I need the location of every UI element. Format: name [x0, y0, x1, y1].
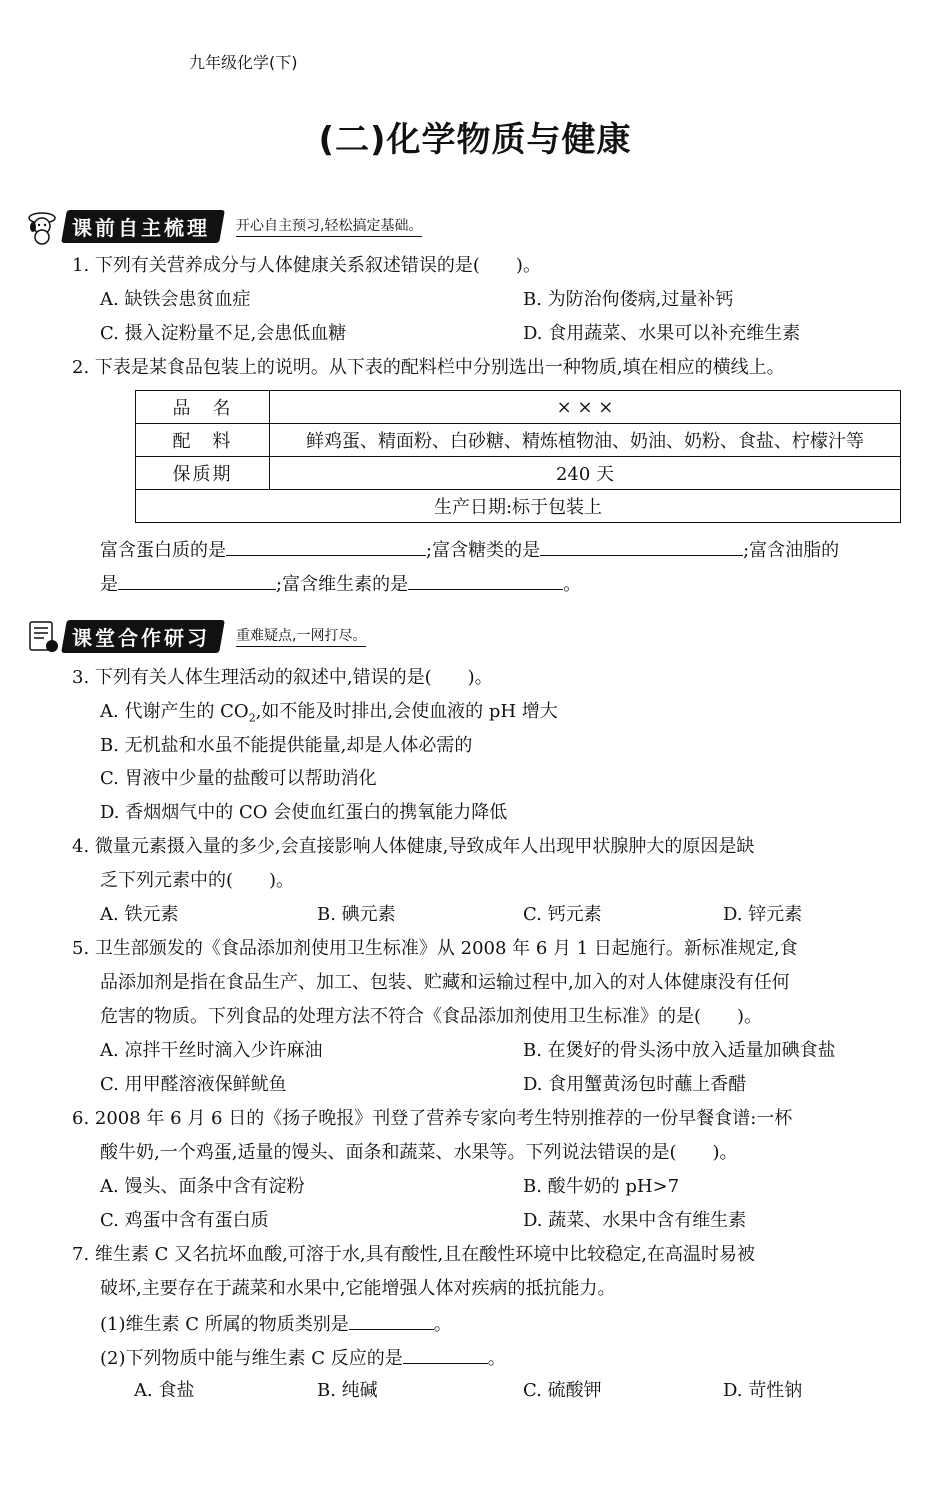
mascot-dog-icon: [22, 206, 62, 246]
section-subtitle: 开心自主预习,轻松搞定基础。: [236, 215, 422, 237]
book-header: 九年级化学(下): [189, 53, 298, 72]
question-4-option-d: D. 锌元素: [723, 904, 803, 925]
section-subtitle: 重难疑点,一网打尽。: [236, 625, 366, 647]
question-5-option-a: A. 凉拌干丝时滴入少许麻油: [100, 1040, 323, 1061]
table-cell: 鲜鸡蛋、精面粉、白砂糖、精炼植物油、奶油、奶粉、食盐、柠檬汁等: [270, 424, 901, 457]
question-2-fill-line-2: [100, 571, 581, 597]
page-title: (二)化学物质与健康: [318, 120, 632, 160]
question-5-option-b: B. 在煲好的骨头汤中放入适量加碘食盐: [523, 1040, 836, 1061]
question-2-fill-line-1: [100, 537, 839, 563]
mascot-reading-icon: [22, 616, 62, 656]
table-row: [136, 391, 901, 424]
table-cell: 生产日期:标于包装上: [136, 490, 901, 523]
question-1-stem: 1. 下列有关营养成分与人体健康关系叙述错误的是( )。: [72, 255, 541, 276]
table-cell: 配 料: [136, 424, 270, 457]
part-end: 。: [487, 1348, 506, 1369]
question-4-option-a: A. 铁元素: [100, 904, 179, 925]
question-5-stem-line-3: 危害的物质。下列食品的处理方法不符合《食品添加剂使用卫生标准》的是( )。: [100, 1006, 763, 1027]
question-7-option-d: D. 苛性钠: [723, 1380, 803, 1401]
table-cell: 保质期: [136, 457, 270, 490]
question-5-option-c: C. 用甲醛溶液保鲜鱿鱼: [100, 1074, 287, 1095]
question-7-stem-line-1: 7. 维生素 C 又名抗坏血酸,可溶于水,具有酸性,且在酸性环境中比较稳定,在高温时易被: [72, 1244, 755, 1265]
question-6-option-d: D. 蔬菜、水果中含有维生素: [523, 1210, 747, 1231]
part-label: (2)下列物质中能与维生素 C 反应的是: [100, 1348, 403, 1369]
question-3-option-d: D. 香烟烟气中的 CO 会使血红蛋白的携氧能力降低: [100, 802, 508, 823]
fill-label: 富含蛋白质的是: [100, 540, 226, 561]
fill-label: ;富含糖类的是: [426, 540, 541, 561]
question-7-option-b: B. 纯碱: [317, 1380, 378, 1401]
table-cell: × × ×: [270, 391, 901, 424]
table-row: [136, 457, 901, 490]
question-3-stem: 3. 下列有关人体生理活动的叙述中,错误的是( )。: [72, 667, 493, 688]
question-6-stem-line-1: 6. 2008 年 6 月 6 日的《扬子晚报》刊登了营养专家向考生特别推荐的一份早餐食谱:一杯: [72, 1108, 793, 1129]
question-6-stem-line-2: 酸牛奶,一个鸡蛋,适量的馒头、面条和蔬菜、水果等。下列说法错误的是( )。: [100, 1142, 738, 1163]
answer-blank[interactable]: [540, 537, 743, 556]
table-cell: 品 名: [136, 391, 270, 424]
question-7-option-c: C. 硫酸钾: [523, 1380, 602, 1401]
question-1-option-b: B. 为防治佝偻病,过量补钙: [523, 289, 734, 310]
answer-blank[interactable]: [349, 1311, 434, 1330]
question-1-option-a: A. 缺铁会患贫血症: [100, 289, 251, 310]
question-4-stem-line-2: 乏下列元素中的( )。: [100, 870, 295, 891]
question-5-stem-line-1: 5. 卫生部颁发的《食品添加剂使用卫生标准》从 2008 年 6 月 1 日起施行。新标准规定,食: [72, 938, 798, 959]
answer-blank[interactable]: [408, 571, 563, 590]
question-4-option-c: C. 钙元素: [523, 904, 602, 925]
question-4-stem-line-1: 4. 微量元素摄入量的多少,会直接影响人体健康,导致成年人出现甲状腺肿大的原因是缺: [72, 836, 755, 857]
question-7-part-2: [100, 1345, 506, 1371]
fill-label: ;富含油脂的: [743, 540, 840, 561]
fill-label: 。: [563, 574, 582, 595]
question-3-option-c: C. 胃液中少量的盐酸可以帮助消化: [100, 768, 377, 789]
question-6-option-c: C. 鸡蛋中含有蛋白质: [100, 1210, 269, 1231]
question-2-stem: 2. 下表是某食品包装上的说明。从下表的配料栏中分别选出一种物质,填在相应的横线上。: [72, 357, 785, 378]
section-label: 课前自主梳理: [61, 210, 225, 243]
question-1-option-d: D. 食用蔬菜、水果可以补充维生素: [523, 323, 801, 344]
question-3-option-b: B. 无机盐和水虽不能提供能量,却是人体必需的: [100, 735, 473, 756]
question-7-part-1: [100, 1311, 452, 1337]
table-cell: 240 天: [270, 457, 901, 490]
question-7-option-a: A. 食盐: [134, 1380, 195, 1401]
table-row: [136, 490, 901, 523]
section-label: 课堂合作研习: [61, 620, 225, 653]
question-7-stem-line-2: 破坏,主要存在于蔬菜和水果中,它能增强人体对疾病的抵抗能力。: [100, 1278, 616, 1299]
question-3-option-a: A. 代谢产生的 $CO_2$,如不能及时排出,会使血液的 pH 增大: [100, 701, 558, 725]
part-end: 。: [433, 1314, 452, 1335]
section-heading-preview: [22, 208, 422, 244]
fill-label: 是: [100, 574, 118, 595]
food-label-table: [135, 390, 901, 523]
question-1-option-c: C. 摄入淀粉量不足,会患低血糖: [100, 323, 347, 344]
answer-blank[interactable]: [118, 571, 276, 590]
table-row: [136, 424, 901, 457]
question-4-option-b: B. 碘元素: [317, 904, 396, 925]
section-heading-classroom: [22, 618, 366, 654]
question-5-option-d: D. 食用蟹黄汤包时蘸上香醋: [523, 1074, 747, 1095]
question-6-option-a: A. 馒头、面条中含有淀粉: [100, 1176, 305, 1197]
part-label: (1)维生素 C 所属的物质类别是: [100, 1314, 349, 1335]
answer-blank[interactable]: [403, 1345, 488, 1364]
question-5-stem-line-2: 品添加剂是指在食品生产、加工、包装、贮藏和运输过程中,加入的对人体健康没有任何: [100, 972, 790, 993]
fill-label: ;富含维生素的是: [276, 574, 409, 595]
question-6-option-b: B. 酸牛奶的 pH>7: [523, 1176, 680, 1197]
answer-blank[interactable]: [226, 537, 426, 556]
